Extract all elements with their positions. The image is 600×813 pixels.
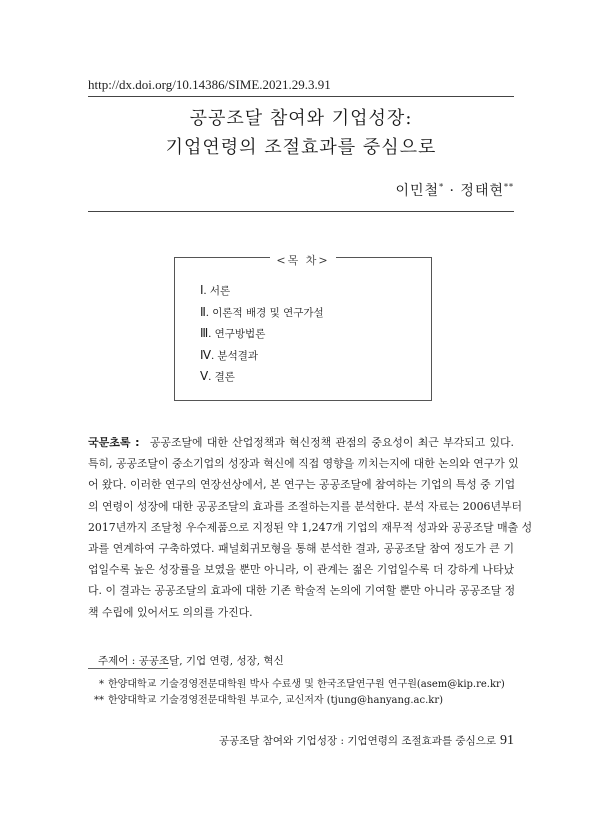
- doi-link[interactable]: http://dx.doi.org/10.14386/SIME.2021.29.3.91: [88, 77, 331, 92]
- toc-list: [200, 280, 324, 388]
- toc-item: Ⅳ. 분석결과: [200, 347, 258, 362]
- running-title: 공공조달 참여와 기업성장 : 기업연령의 조절효과를 중심으로: [218, 735, 496, 747]
- header-rule: [88, 96, 514, 97]
- toc-item: Ⅴ. 결론: [200, 369, 235, 384]
- author-separator: ·: [444, 183, 461, 199]
- footnote-rule: [88, 668, 168, 669]
- author-name: 정태현: [460, 183, 504, 199]
- footnote-marker: *: [439, 182, 445, 192]
- abstract-label: 국문초록 :: [88, 436, 140, 449]
- paper-title-line-1: 공공조달 참여와 기업성장:: [189, 108, 413, 129]
- keywords: 주제어 : 공공조달, 기업 연령, 성장, 혁신: [98, 655, 284, 667]
- author-list: [395, 180, 514, 200]
- page-number: 91: [500, 733, 514, 748]
- table-of-contents: [174, 254, 432, 401]
- title-rule: [88, 211, 514, 212]
- abstract: 국문초록 : 공공조달에 대한 산업정책과 혁신정책 관점의 중요성이 최근 부각되고 있다. 특히, 공공조달이 중소기업의 성장과 혁신에 직접 영향을 끼치는지에 대한 논의와 연구가 있 어 왔다. 이러한 연구의 연장선상에서, 본 연구는 공공조달에 참여하는 기업의 특성 중 기업 의 연령이 성장에 대한 공공조달의 효과를 조절하는지를 분석한다. 분석 자료는 2006년부터 2017년까지 조달청 우수제품으로 지정된 약 1,247개 기업의 재무적 성과와 공공조달 매출 성 과를 연계하여 구축하였다. 패널회귀모형을 통해 분석한 결과, 공공조달 참여 정도가 큰 기 업일수록 높은 성장률을 보였을 뿐만 아니라, 이 관계는 젊은 기업일수록 더 강하게 나타났 다. 이 결과는 공공조달의 효과에 대한 기존 학술적 논의에 기여할 뿐만 아니라 공공조달 정 책 수립에 있어서도 의의를 가진다.: [88, 436, 533, 619]
- running-footer: [219, 733, 514, 749]
- toc-heading: <목 차>: [175, 249, 431, 268]
- footnote-marker: **: [504, 182, 514, 192]
- paper-title-line-2: 기업연령의 조절효과를 중심으로: [165, 137, 437, 158]
- footnote: ** 한양대학교 기술경영전문대학원 부교수, 교신저자 (tjung@hanyang.ac.kr): [94, 695, 444, 706]
- toc-item: Ⅱ. 이론적 배경 및 연구가설: [200, 304, 324, 319]
- toc-item: Ⅰ. 서론: [200, 283, 231, 297]
- author-name: 이민철: [395, 183, 440, 199]
- footnote: * 한양대학교 기술경영전문대학원 박사 수료생 및 한국조달연구원 연구원(asem@kip.re.kr): [99, 679, 505, 690]
- toc-item: Ⅲ. 연구방법론: [200, 326, 266, 341]
